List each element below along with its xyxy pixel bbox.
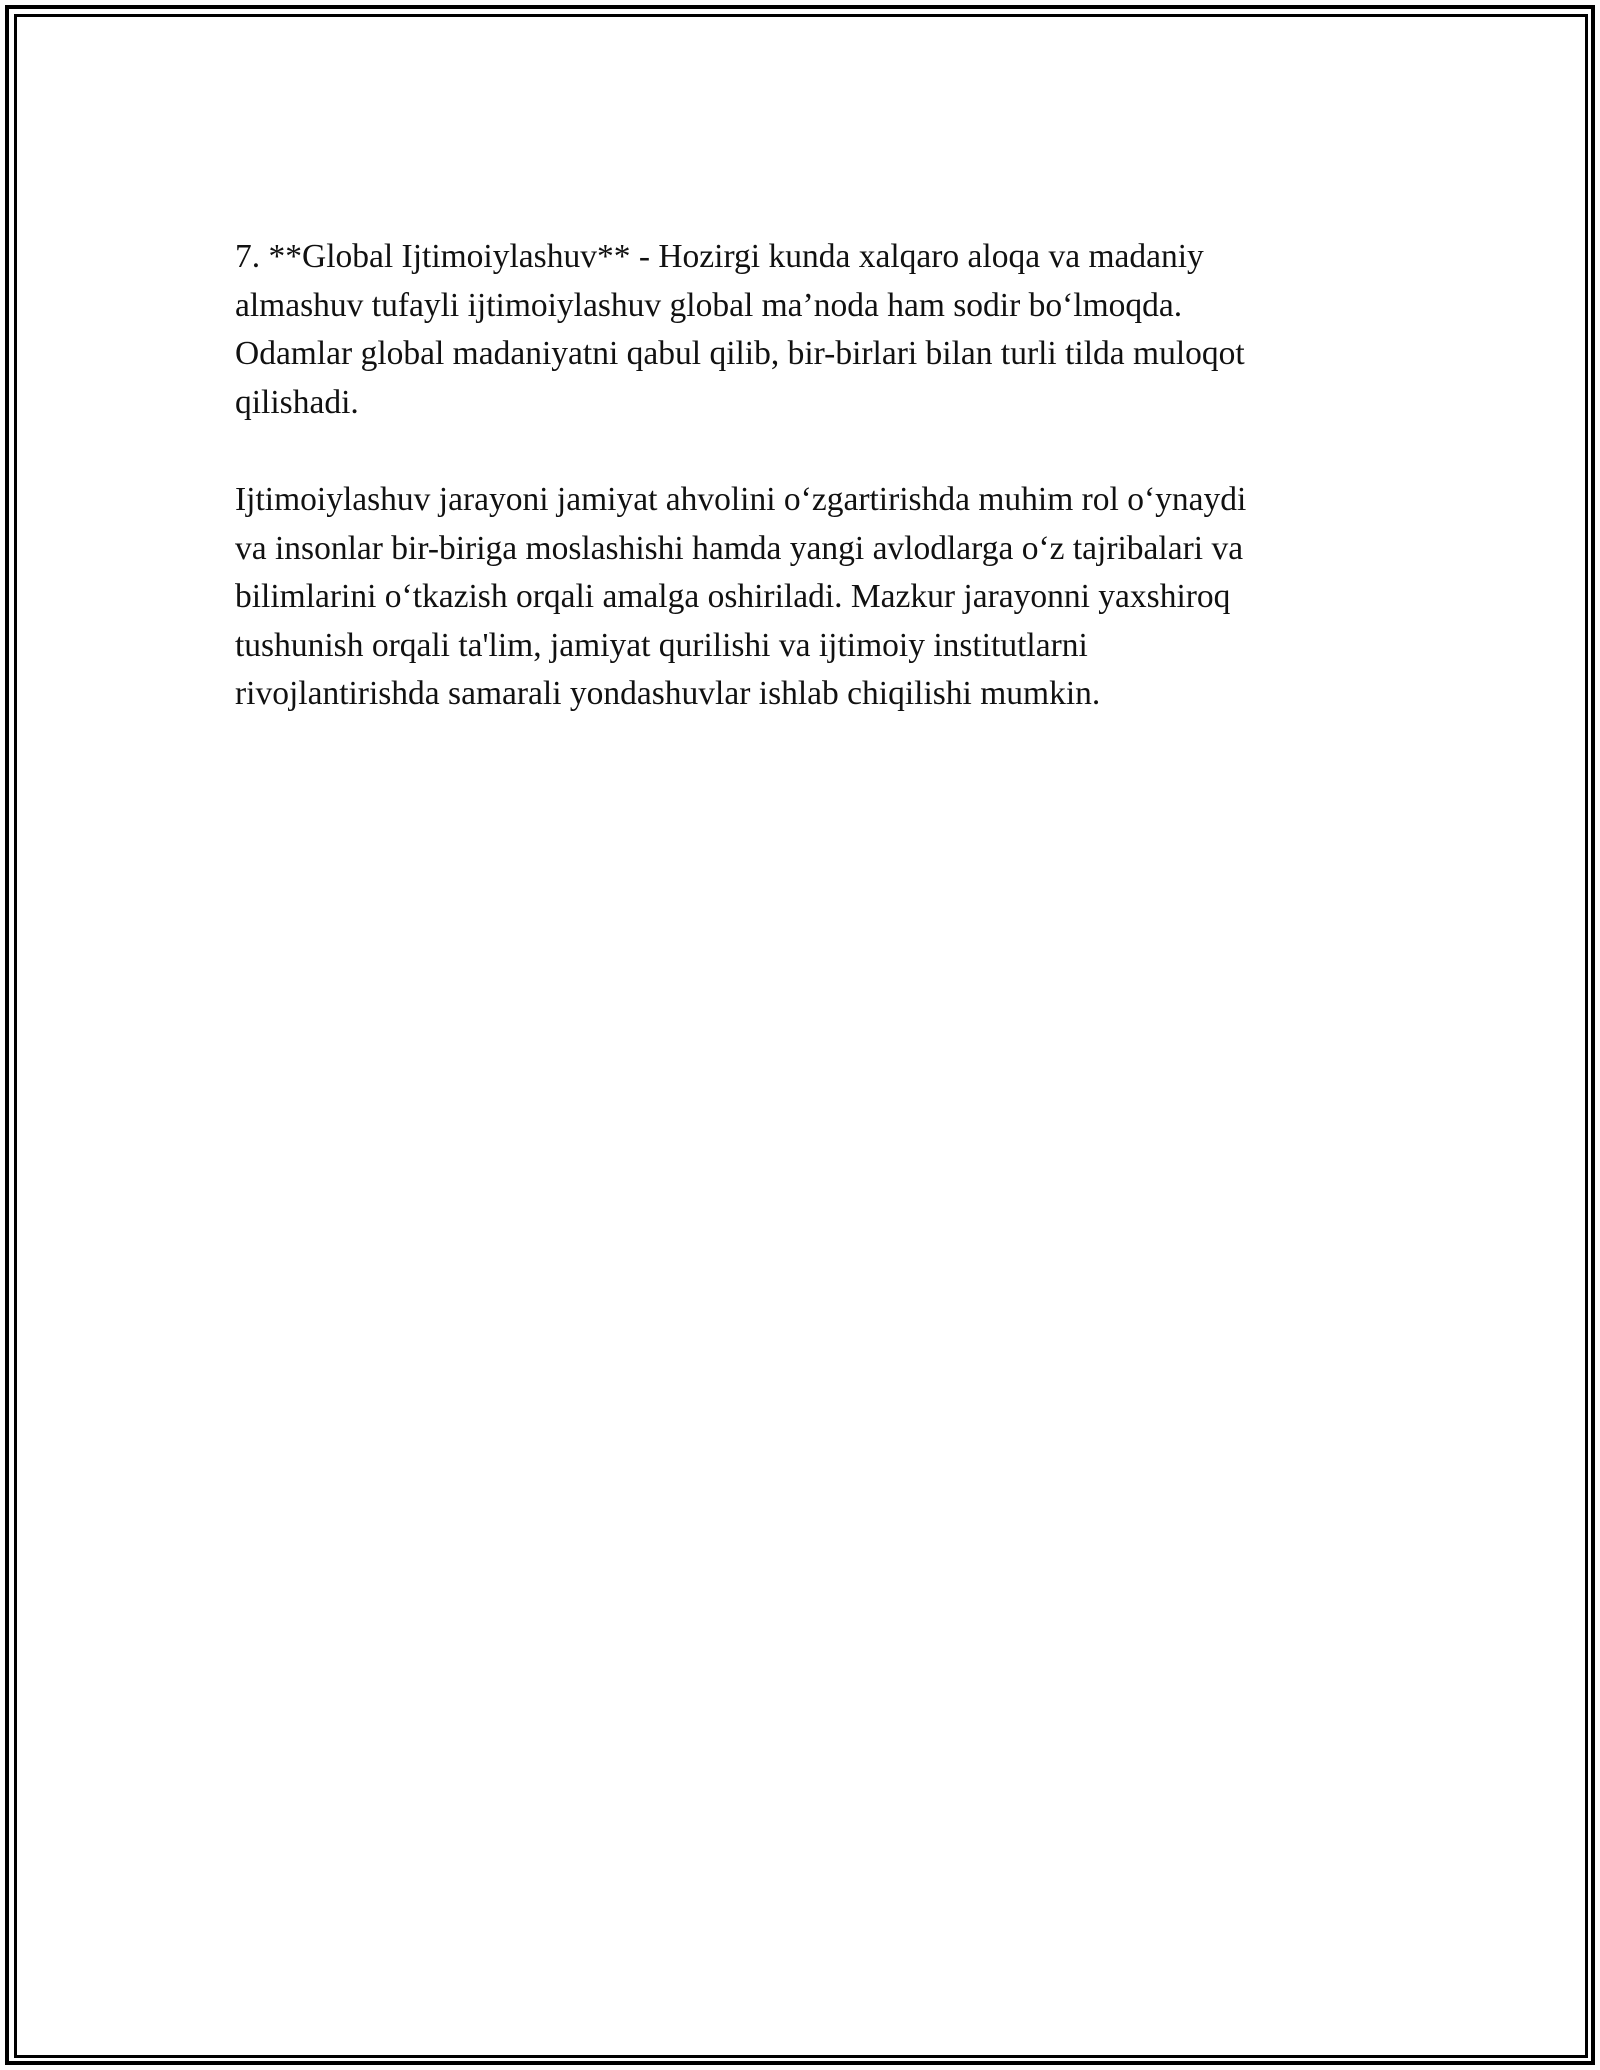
paragraph-global-socialization: 7. **Global Ijtimoiylashuv** - Hozirgi kunda xalqaro aloqa va madaniy almashuv tufayli ijtimoiylashuv global ma’noda ham sodir bo‘lmoqda. Odamlar global madaniyatni qabul qilib, bir-birlari bilan turli tilda muloqot qilishadi. — [235, 238, 1245, 421]
document-body — [235, 233, 1365, 719]
paragraph-socialization-process: Ijtimoiylashuv jarayoni jamiyat ahvolini o‘zgartirishda muhim rol o‘ynaydi va insonlar bir-biriga moslashishi hamda yangi avlodlarga o‘z tajribalari va bilimlarini o‘tkazish orqali amalga oshiriladi. Mazkur jarayonni yaxshiroq tushunish orqali ta'lim, jamiyat qurilishi va ijtimoiy institutlarni rivojlantirishda samarali yondashuvlar ishlab chiqilishi mumkin. — [235, 480, 1247, 713]
